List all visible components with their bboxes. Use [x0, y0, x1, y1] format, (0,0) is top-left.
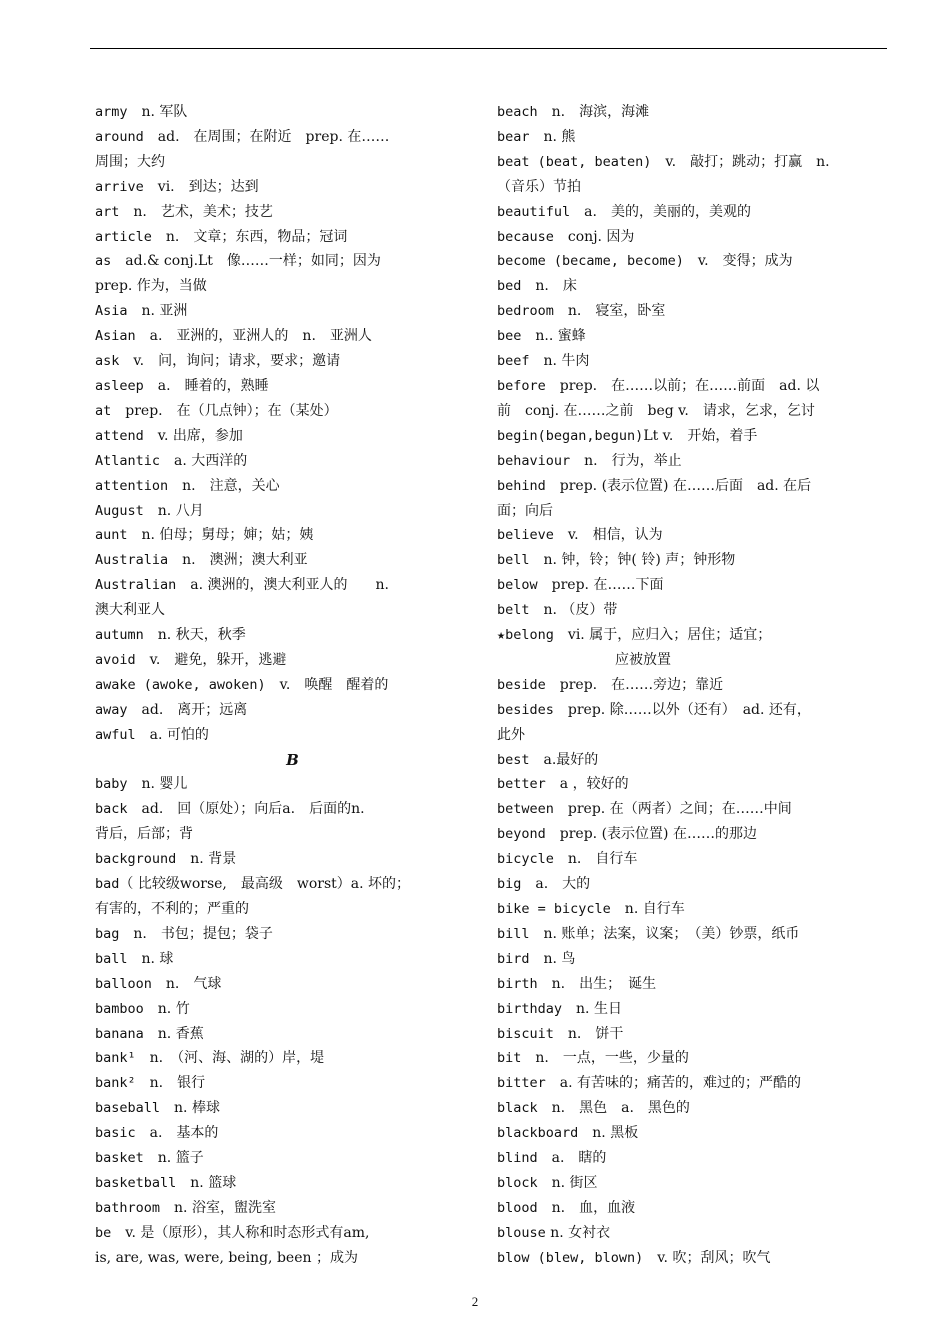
entry-line	[95, 125, 490, 150]
entry-definition: a. 可怕的	[135, 726, 209, 743]
entry-definition: a. 睡着的，熟睡	[143, 377, 269, 394]
entry-word: big	[497, 876, 522, 893]
entry-definition: n. 婴儿	[127, 776, 188, 793]
entry-line	[95, 822, 490, 847]
entry-line	[95, 449, 490, 474]
entry-definition: a. 有苦味的；痛苦的，难过的；严酷的	[545, 1075, 802, 1092]
entry-definition: n. 黑板	[578, 1125, 639, 1142]
entry-line	[497, 822, 889, 847]
entry-definition: ad. 离开；远离	[127, 701, 248, 718]
entry-line	[95, 249, 490, 274]
entry-line	[95, 872, 490, 897]
entry-word: bear	[497, 128, 530, 145]
entry-definition: n. 黑色 a. 黑色的	[537, 1100, 690, 1117]
entry-definition: a. 澳洲的，澳大利亚人的 n.	[176, 577, 389, 594]
entry-definition: n. 澳洲；澳大利亚	[168, 552, 308, 569]
entry-definition: ad. 在周围；在附近 prep. 在……	[143, 128, 390, 145]
entry-definition: n. 钟，铃；钟( 铃) 声；钟形物	[529, 552, 736, 569]
entry-definition: n. 八月	[143, 502, 204, 519]
entry-word: beyond	[497, 826, 546, 843]
entry-definition: n. 海滨，海滩	[537, 104, 650, 120]
entry-line	[497, 324, 889, 349]
entry-word: blouse	[497, 1224, 546, 1241]
right-column	[497, 100, 889, 1271]
entry-word: better	[497, 776, 546, 793]
entry-line	[497, 150, 889, 175]
entry-word: awake (awoke, awoken)	[95, 676, 266, 693]
entry-definition: 周围；大约	[95, 153, 165, 170]
entry-word: blow (blew, blown)	[497, 1249, 644, 1266]
entry-definition: n. 熊	[529, 128, 576, 145]
entry-word: baby	[95, 776, 128, 793]
entry-line	[497, 399, 889, 424]
entry-line	[497, 100, 889, 125]
entry-line	[497, 449, 889, 474]
entry-line	[95, 1246, 490, 1271]
entry-definition: n. 床	[521, 278, 577, 295]
entry-word: blood	[497, 1199, 538, 1216]
entry-line	[497, 623, 889, 648]
entry-word: balloon	[95, 975, 152, 992]
entry-word: block	[497, 1174, 538, 1191]
entry-definition: a ，较好的	[545, 776, 629, 793]
entry-line	[95, 947, 490, 972]
entry-definition: v. 相信，认为	[553, 527, 663, 544]
entry-definition: n. 银行	[135, 1075, 206, 1092]
entry-definition: n. 背景	[176, 851, 237, 868]
entry-definition: n. 篮子	[143, 1150, 204, 1167]
entry-line	[497, 1096, 889, 1121]
entry-line	[95, 1221, 490, 1246]
entry-definition: ad. 回（原处）；向后a. 后面的n.	[127, 801, 365, 818]
entry-line	[497, 748, 889, 773]
entry-definition: n. 篮球	[176, 1174, 237, 1191]
entry-line	[497, 474, 889, 499]
entry-definition: v. 是（原形），其人称和时态形式有am,	[111, 1224, 370, 1241]
entry-line	[497, 1022, 889, 1047]
section-letter: B	[286, 750, 299, 769]
entry-line	[95, 1121, 490, 1146]
entry-definition: n. 出生； 诞生	[537, 975, 657, 992]
entry-word: banana	[95, 1025, 144, 1042]
entry-line	[497, 349, 889, 374]
entry-word: bicycle	[497, 851, 554, 868]
entry-word: at	[95, 402, 112, 419]
entry-line	[497, 847, 889, 872]
entry-line	[95, 1071, 490, 1096]
entry-word: beautiful	[497, 203, 571, 220]
entry-definition: n. 竹	[143, 1000, 190, 1017]
entry-line	[95, 424, 490, 449]
entry-definition: conj. 因为	[553, 228, 635, 245]
entry-word: basic	[95, 1125, 136, 1142]
entry-line	[497, 274, 889, 299]
entry-line	[95, 1146, 490, 1171]
entry-definition: prep. (表示位置) 在……后面 ad. 在后	[545, 477, 812, 494]
entry-word: bag	[95, 925, 120, 942]
entry-word: beside	[497, 676, 546, 693]
entry-word: bed	[497, 278, 522, 295]
entry-line	[497, 499, 889, 524]
entry-word: blackboard	[497, 1125, 579, 1142]
entry-line	[95, 573, 490, 598]
entry-word: aunt	[95, 527, 128, 544]
entry-line	[497, 249, 889, 274]
entry-definition: n. 注意，关心	[168, 477, 280, 494]
entry-definition: n. 球	[127, 950, 174, 967]
entry-definition: n. 寝室，卧室	[553, 303, 666, 320]
entry-word: article	[95, 228, 152, 245]
entry-line	[95, 997, 490, 1022]
entry-line	[497, 872, 889, 897]
entry-line	[497, 1121, 889, 1146]
entry-word: beach	[497, 104, 538, 120]
entry-word: bitter	[497, 1075, 546, 1092]
entry-definition: n. 女衬衣	[545, 1224, 611, 1241]
entry-definition: v. 吹；刮风；吹气	[643, 1249, 771, 1266]
entry-definition: n. 牛肉	[529, 353, 590, 370]
entry-definition: 澳大利亚人	[95, 602, 165, 619]
entry-line	[497, 997, 889, 1022]
entry-word: beat (beat, beaten)	[497, 153, 652, 170]
entry-line	[497, 175, 889, 200]
entry-word: bike = bicycle	[497, 901, 611, 917]
entry-definition: is, are, was, were, being, been ；成为	[95, 1249, 358, 1266]
entry-line	[497, 573, 889, 598]
entry-word: ball	[95, 950, 128, 967]
entry-line	[95, 972, 490, 997]
entry-definition: v. 唤醒 醒着的	[265, 676, 389, 693]
entry-word: birthday	[497, 1000, 563, 1017]
entry-line	[95, 374, 490, 399]
entry-definition: n. （皮）带	[529, 602, 618, 619]
entry-line	[497, 424, 889, 449]
entry-line	[95, 150, 490, 175]
entry-definition: n. 秋天，秋季	[143, 627, 246, 644]
entry-word: Atlantic	[95, 452, 161, 469]
entry-definition: vi. 属于，应归入；居住；适宜；	[553, 627, 772, 644]
entry-line	[497, 723, 889, 748]
entry-word: bank²	[95, 1075, 136, 1092]
entry-line	[95, 648, 490, 673]
entry-definition: a. 亚洲的，亚洲人的 n. 亚洲人	[135, 328, 372, 345]
entry-definition: n. 生日	[562, 1000, 622, 1017]
entry-word: bit	[497, 1050, 522, 1067]
entry-word: ★belong	[497, 627, 554, 644]
entry-line	[497, 523, 889, 548]
entry-line	[95, 772, 490, 797]
entry-definition: n.. 蜜蜂	[521, 328, 586, 345]
entry-line	[497, 648, 889, 673]
entry-definition: n. 自行车	[553, 851, 638, 868]
entry-word: bee	[497, 328, 522, 345]
entry-word: below	[497, 577, 538, 594]
entry-line	[497, 1146, 889, 1171]
entry-definition: prep. 在（几点钟）；在（某处）	[111, 402, 338, 419]
entry-definition: v. 变得；成为	[683, 253, 793, 270]
entry-word: basket	[95, 1150, 144, 1167]
entry-word: attend	[95, 427, 144, 444]
entry-word: become (became, become)	[497, 253, 684, 270]
entry-word: black	[497, 1100, 538, 1117]
entry-line	[497, 673, 889, 698]
entry-definition: v. 敲打；跳动；打赢 n.	[651, 153, 830, 170]
entry-word: August	[95, 502, 144, 519]
entry-definition: n. 伯母；舅母；婶；姑；姨	[127, 527, 314, 544]
entry-word: basketball	[95, 1174, 177, 1191]
entry-line	[95, 748, 490, 773]
entry-definition: a. 大西洋的	[160, 452, 248, 469]
entry-line	[497, 1071, 889, 1096]
entry-definition: n. 军队	[127, 104, 188, 120]
entry-definition: 面；向后	[497, 502, 553, 519]
entry-line	[497, 299, 889, 324]
entry-word: army	[95, 104, 128, 120]
entry-word: arrive	[95, 178, 144, 195]
entry-word: bathroom	[95, 1199, 161, 1216]
left-column	[95, 100, 490, 1271]
entry-word: beef	[497, 353, 530, 370]
entry-word: around	[95, 128, 144, 145]
entry-word: awful	[95, 726, 136, 743]
entry-word: bedroom	[497, 303, 554, 320]
entry-definition: n. 血，血液	[537, 1199, 636, 1216]
entry-word: behind	[497, 477, 546, 494]
entry-word: bank¹	[95, 1050, 136, 1067]
entry-line	[497, 1221, 889, 1246]
entry-line	[95, 922, 490, 947]
entry-line	[95, 499, 490, 524]
entry-word: be	[95, 1224, 112, 1241]
entry-line	[95, 324, 490, 349]
entry-word: between	[497, 801, 554, 818]
entry-definition: prep. 在……下面	[537, 577, 664, 594]
entry-line	[95, 474, 490, 499]
entry-definition: a.最好的	[529, 751, 599, 768]
entry-word: believe	[497, 527, 554, 544]
entry-definition: n. 一点，一些，少量的	[521, 1050, 689, 1067]
entry-word: back	[95, 801, 128, 818]
entry-word: begin(began,begun)	[497, 427, 644, 444]
entry-definition: prep. (表示位置) 在……的那边	[545, 826, 757, 843]
entry-line	[497, 1196, 889, 1221]
entry-definition: n. 气球	[151, 975, 222, 992]
entry-definition: ad.& conj.Lt 像……一样；如同；因为	[111, 253, 381, 270]
entry-line	[95, 548, 490, 573]
entry-word: asleep	[95, 377, 144, 394]
entry-line	[95, 175, 490, 200]
entry-word: background	[95, 851, 177, 868]
entry-definition: prep. 在……旁边；靠近	[545, 676, 724, 693]
entry-line	[497, 374, 889, 399]
entry-word: Asia	[95, 303, 128, 320]
entry-word: before	[497, 377, 546, 394]
entry-definition: a. 基本的	[135, 1125, 219, 1142]
entry-definition: v. 问，询问；请求，要求；邀请	[119, 353, 341, 370]
entry-word: as	[95, 253, 112, 270]
entry-word: because	[497, 228, 554, 245]
entry-definition: n. 文章；东西，物品；冠词	[151, 228, 348, 245]
entry-word: best	[497, 751, 530, 768]
entry-word: birth	[497, 975, 538, 992]
entry-word: Asian	[95, 328, 136, 345]
entry-line	[497, 922, 889, 947]
entry-definition: 背后，后部；背	[95, 826, 193, 843]
entry-word: bill	[497, 925, 530, 942]
entry-definition: n. （河、海、湖的）岸，堤	[135, 1050, 325, 1067]
entry-definition: n. 浴室，盥洗室	[160, 1199, 276, 1216]
entry-definition: a. 大的	[521, 876, 591, 893]
entry-definition: n. 亚洲	[127, 303, 188, 320]
entry-definition: n. 街区	[537, 1174, 598, 1191]
entry-definition: n. 饼干	[553, 1025, 624, 1042]
entry-line	[95, 399, 490, 424]
entry-word: attention	[95, 477, 169, 494]
entry-line	[95, 698, 490, 723]
entry-word: behaviour	[497, 452, 571, 469]
entry-line	[95, 225, 490, 250]
entry-definition: prep. 在……以前；在……前面 ad. 以	[545, 377, 820, 394]
entry-word: avoid	[95, 651, 136, 668]
entry-word: bird	[497, 950, 530, 967]
entry-line	[95, 349, 490, 374]
entry-line	[95, 1022, 490, 1047]
entry-line	[95, 523, 490, 548]
entry-line	[95, 673, 490, 698]
entry-word: art	[95, 203, 120, 220]
entry-line	[497, 1046, 889, 1071]
entry-definition: n. 鸟	[529, 950, 576, 967]
entry-line	[95, 1171, 490, 1196]
entry-definition: Lt v. 开始，着手	[643, 427, 758, 444]
entry-line	[497, 972, 889, 997]
entry-definition: v. 出席，参加	[143, 427, 243, 444]
entry-definition: a. 瞎的	[537, 1150, 607, 1167]
entry-definition: vi. 到达；达到	[143, 178, 259, 195]
entry-word: bell	[497, 552, 530, 569]
entry-definition: prep. 作为，当做	[95, 278, 207, 295]
entry-definition: 应被放置	[615, 651, 671, 668]
entry-line	[497, 1171, 889, 1196]
entry-line	[95, 1196, 490, 1221]
entry-line	[497, 947, 889, 972]
entry-word: baseball	[95, 1100, 161, 1117]
entry-definition: 此外	[497, 726, 525, 743]
entry-definition: prep. 在（两者）之间；在……中间	[553, 801, 792, 818]
entry-line	[95, 598, 490, 623]
entry-line	[497, 598, 889, 623]
entry-line	[95, 623, 490, 648]
entry-line	[95, 200, 490, 225]
entry-definition: n. 行为，举止	[570, 452, 682, 469]
entry-line	[95, 723, 490, 748]
entry-line	[95, 299, 490, 324]
entry-definition: n. 自行车	[610, 901, 685, 917]
entry-line	[95, 847, 490, 872]
entry-line	[95, 897, 490, 922]
entry-line	[497, 225, 889, 250]
entry-definition: n. 香蕉	[143, 1025, 204, 1042]
entry-definition: a. 美的，美丽的，美观的	[570, 203, 751, 220]
entry-line	[497, 797, 889, 822]
entry-definition: （音乐）节拍	[497, 178, 581, 195]
entry-line	[497, 698, 889, 723]
entry-word: besides	[497, 701, 554, 718]
entry-line	[497, 548, 889, 573]
entry-definition: n. 艺术，美术；技艺	[119, 203, 273, 220]
entry-definition: prep. 除……以外（还有） ad. 还有，	[553, 701, 811, 718]
entry-word: ask	[95, 353, 120, 370]
entry-word: Australian	[95, 577, 177, 594]
entry-word: blind	[497, 1150, 538, 1167]
entry-line	[95, 100, 490, 125]
entry-word: Australia	[95, 552, 169, 569]
entry-definition: n. 书包；提包；袋子	[119, 925, 273, 942]
entry-definition: 前 conj. 在……之前 beg v. 请求，乞求，乞讨	[497, 402, 815, 419]
header-rule	[90, 48, 887, 49]
entry-line	[497, 772, 889, 797]
entry-line	[95, 797, 490, 822]
entry-definition: 有害的，不利的；严重的	[95, 901, 249, 917]
entry-definition: （ 比较级worse, 最高级 worst）a. 坏的；	[119, 876, 411, 893]
entry-word: bamboo	[95, 1000, 144, 1017]
entry-line	[497, 1246, 889, 1271]
entry-line	[95, 274, 490, 299]
entry-word: autumn	[95, 627, 144, 644]
entry-word: bad	[95, 876, 120, 893]
entry-word: biscuit	[497, 1025, 554, 1042]
entry-line	[497, 125, 889, 150]
entry-line	[497, 897, 889, 922]
entry-definition: n. 账单；法案，议案； （美）钞票，纸币	[529, 925, 800, 942]
entry-definition: v. 避免，躲开，逃避	[135, 651, 287, 668]
entry-word: away	[95, 701, 128, 718]
entry-word: belt	[497, 602, 530, 619]
entry-line	[95, 1046, 490, 1071]
entry-definition: n. 棒球	[160, 1100, 220, 1117]
entry-line	[95, 1096, 490, 1121]
entry-line	[497, 200, 889, 225]
page-number: 2	[471, 1294, 479, 1309]
